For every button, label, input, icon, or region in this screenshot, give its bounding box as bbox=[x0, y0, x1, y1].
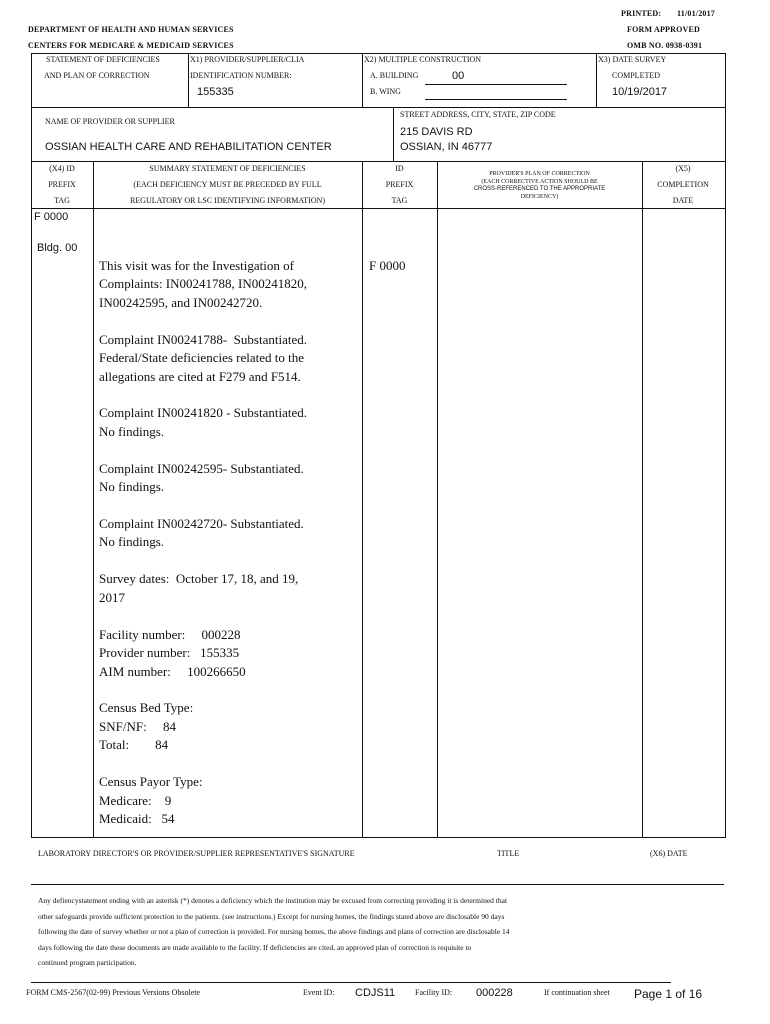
printed-date: 11/01/2017 bbox=[677, 9, 716, 18]
summary-paragraph: Census Payor Type: Medicare: 9 Medicaid: 54 bbox=[99, 774, 203, 826]
summary-paragraph: Complaint IN00241820 - Substantiated. No findings. bbox=[99, 405, 307, 439]
col-id-line3: TAG bbox=[391, 196, 408, 205]
disclaimer-line-2: other safeguards provide sufficient protection to the patients. (see instructions.) Except for nursing homes, the findings stated above are disclosable 90 days bbox=[38, 911, 505, 921]
centers-title: CENTERS FOR MEDICARE & MEDICAID SERVICES bbox=[28, 41, 234, 50]
disclaimer-line-4: days following the date these documents are made available to the facility. If deficiencies are cited, an approved plan of correction is requisite to bbox=[38, 942, 472, 952]
col-x5-line1: (X5) bbox=[675, 164, 691, 173]
page-number: Page 1 of 16 bbox=[634, 987, 703, 1001]
disclaimer bbox=[38, 893, 728, 971]
col-plan-header bbox=[437, 171, 642, 201]
x1-label-2: IDENTIFICATION NUMBER: bbox=[190, 71, 292, 80]
col-x4-line3: TAG bbox=[54, 196, 70, 205]
col-id-line2: PREFIX bbox=[385, 180, 414, 189]
x3-label-1: X3) DATE SURVEY bbox=[598, 55, 667, 64]
summary-paragraph: Census Bed Type: SNF/NF: 84 Total: 84 bbox=[99, 700, 194, 753]
col-x5-line2: COMPLETION bbox=[657, 180, 709, 189]
disclaimer-line-1: Any defiencystatement ending with an asterisk (*) denotes a deficiency which the institution may be excused from correcting providing it is determined that bbox=[38, 896, 508, 905]
provider-id-value: 155335 bbox=[197, 86, 234, 98]
signature-title-label: TITLE bbox=[497, 849, 520, 858]
event-id-label: Event ID: bbox=[303, 988, 335, 997]
form-number: FORM CMS-2567(02-99) Previous Versions Obsolete bbox=[26, 988, 201, 997]
printed-label: PRINTED: bbox=[621, 9, 662, 18]
statement-label-2: AND PLAN OF CORRECTION bbox=[44, 71, 150, 80]
address-label: STREET ADDRESS, CITY, STATE, ZIP CODE bbox=[400, 110, 556, 119]
col-x4-line2: PREFIX bbox=[48, 180, 76, 189]
col-summary-line2: (EACH DEFICIENCY MUST BE PRECEDED BY FULL bbox=[133, 180, 322, 189]
provider-name-value: OSSIAN HEALTH CARE AND REHABILITATION CENTER bbox=[45, 141, 332, 153]
statement-label-1: STATEMENT OF DEFICIENCIES bbox=[46, 55, 160, 64]
tag-right: F 0000 bbox=[369, 258, 406, 273]
col-summary-line1: SUMMARY STATEMENT OF DEFICIENCIES bbox=[149, 164, 306, 173]
building-label: A. BUILDING bbox=[370, 71, 419, 80]
disclaimer-line-3: following the date of survey whether or not a plan of correction is provided. For nursing homes, the above findings and plans of correction are disclosable 14 bbox=[38, 927, 510, 936]
signature-label: LABORATORY DIRECTOR'S OR PROVIDER/SUPPLIER REPRESENTATIVE'S SIGNATURE bbox=[38, 849, 355, 858]
summary-paragraph: Complaint IN00242595- Substantiated. No findings. bbox=[99, 460, 304, 495]
col-x5-line3: DATE bbox=[672, 196, 694, 205]
col-plan-line2: (EACH CORRECTIVE ACTION SHOULD BE bbox=[481, 178, 598, 185]
wing-label: B. WING bbox=[370, 87, 401, 96]
continuation-label: If continuation sheet bbox=[544, 988, 610, 997]
building-value: 00 bbox=[452, 70, 465, 82]
department-title: DEPARTMENT OF HEALTH AND HUMAN SERVICES bbox=[28, 25, 234, 34]
summary-paragraph: Complaint IN00242720- Substantiated. No findings. bbox=[99, 516, 304, 550]
col-plan-line4: DEFICIENCY) bbox=[520, 193, 559, 200]
summary-paragraph: Survey dates: October 17, 18, and 19, 2017 bbox=[99, 571, 299, 605]
form-approved: FORM APPROVED bbox=[627, 25, 701, 34]
address-line-1: 215 DAVIS RD bbox=[400, 126, 473, 138]
facility-id-value: 000228 bbox=[476, 987, 513, 999]
summary-paragraph: This visit was for the Investigation of Complaints: IN00241788, IN00241820, IN00242595, and IN00242720. bbox=[99, 258, 307, 310]
survey-date-value: 10/19/2017 bbox=[612, 86, 668, 98]
summary-paragraph: Complaint IN00241788- Substantiated. Federal/State deficiencies related to the allegations are cited at F279 and F514. bbox=[99, 331, 307, 384]
col-plan-line3: CROSS-REFERENCED TO THE APPROPRIATE bbox=[473, 186, 606, 192]
summary-paragraph: Facility number: 000228 Provider number: 155335 AIM number: 100266650 bbox=[99, 626, 246, 679]
disclaimer-line-5: continued program participation. bbox=[38, 958, 137, 967]
event-id-value: CDJS11 bbox=[355, 987, 396, 999]
provider-box bbox=[31, 107, 726, 162]
col-plan-line1: PROVIDER'S PLAN OF CORRECTION bbox=[489, 171, 590, 177]
summary-statement bbox=[99, 257, 361, 847]
col-id-line1: ID bbox=[395, 164, 404, 173]
building-tag: Bldg. 00 bbox=[37, 242, 78, 254]
col-x4-line1: (X4) ID bbox=[49, 164, 75, 173]
provider-name-label: NAME OF PROVIDER OR SUPPLIER bbox=[45, 117, 175, 126]
col-summary-line3: REGULATORY OR LSC IDENTIFYING INFORMATION) bbox=[129, 196, 326, 205]
tag-left: F 0000 bbox=[34, 211, 69, 223]
x3-label-2: COMPLETED bbox=[612, 71, 660, 80]
x1-label-1: X1) PROVIDER/SUPPLIER/CLIA bbox=[190, 55, 305, 64]
signature-date-label: (X6) DATE bbox=[650, 849, 688, 858]
x2-label: X2) MULTIPLE CONSTRUCTION bbox=[364, 55, 482, 64]
address-line-2: OSSIAN, IN 46777 bbox=[400, 141, 493, 153]
facility-id-label: Facility ID: bbox=[415, 988, 453, 997]
omb-number: OMB NO. 0938-0391 bbox=[627, 41, 703, 50]
